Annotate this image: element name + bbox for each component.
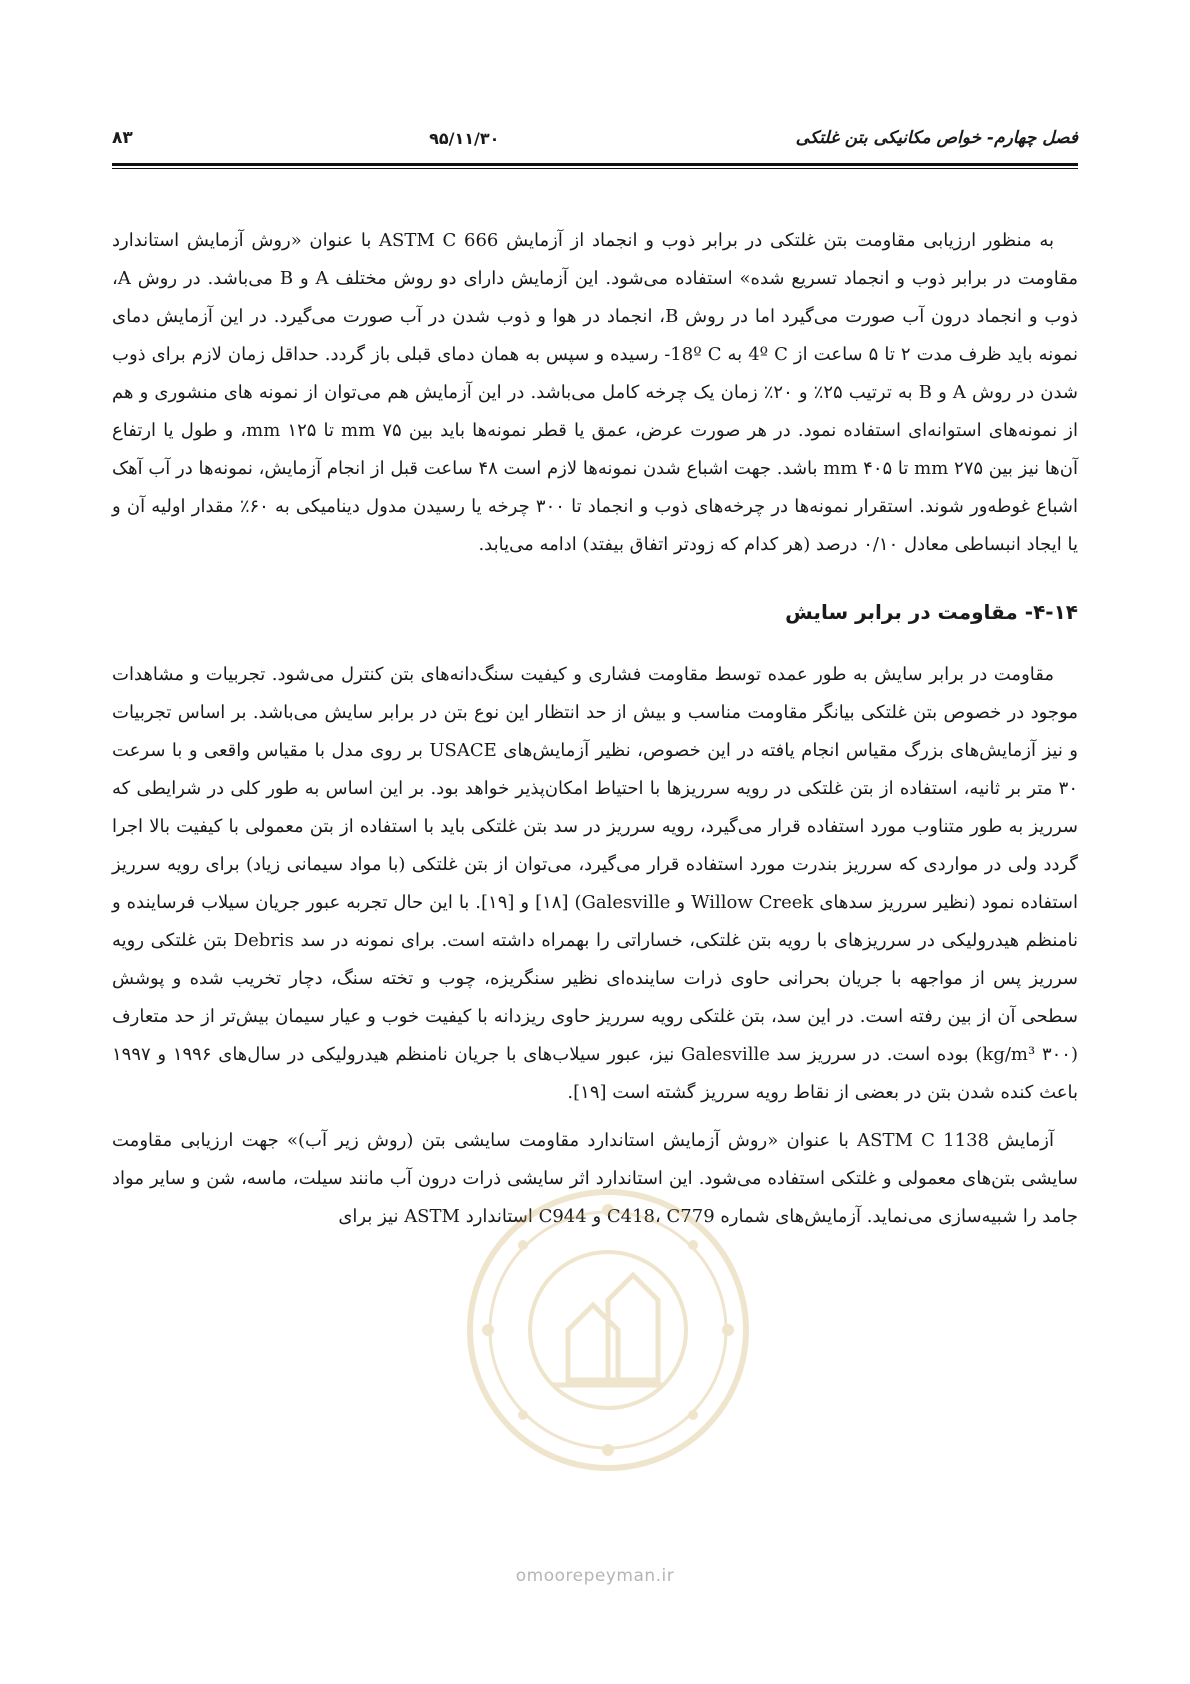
- paragraph-abrasion-2: آزمایش ASTM C 1138 با عنوان «روش آزمایش استاندارد مقاومت سایشی بتن (روش زیر آب)» جهت ارزیابی مقاومت سایشی بتن‌های معمولی و غلتکی استفاده می‌شود. این استاندارد اثر سایشی ذرات درون آب مانند سیلت، ماسه، شن و سایر مواد جامد را شبیه‌سازی می‌نماید. آزمایش‌های شماره C418، C779 و C944 استاندارد ASTM نیز برای: [112, 1130, 1078, 1227]
- header-rule: [112, 163, 1078, 169]
- footer-website: omoorepeyman.ir: [515, 1566, 675, 1586]
- section-title: ۴-۱۴- مقاومت در برابر سایش: [785, 600, 1078, 624]
- header-date: ۹۵/۱۱/۳۰: [429, 128, 500, 148]
- chapter-title: فصل چهارم- خواص مکانیکی بتن غلتکی: [795, 128, 1078, 148]
- paragraph-abrasion-1: مقاومت در برابر سایش به طور عمده توسط مقاومت فشاری و کیفیت سنگ‌دانه‌های بتن کنترل می‌شود. تجربیات و مشاهدات موجود در خصوص بتن غلتکی بیانگر مقاومت مناسب و بیش از حد انتظار این نوع بتن در برابر سایش می‌باشد. بر اساس تجربیات و نیز آزمایش‌های بزرگ مقیاس انجام یافته در این خصوص، نظیر آزمایش‌های USACE بر روی مدل با مقیاس واقعی و با سرعت ۳۰ متر بر ثانیه، استفاده از بتن غلتکی در رویه سرریزها با احتیاط امکان‌پذیر خواهد بود. بر این اساس به طور کلی در شرایطی که سرریز به طور متناوب مورد استفاده قرار می‌گیرد، رویه سرریز در سد بتن غلتکی باید با استفاده از بتن معمولی با کیفیت بالا اجرا گردد ولی در مواردی که سرریز بندرت مورد استفاده قرار می‌گیرد، می‌توان از بتن غلتکی (با مواد سیمانی زیاد) برای رویه سرریز استفاده نمود (نظیر سرریز سدهای Willow Creek و Galesville) [۱۸] و [۱۹]. با این حال تجربه عبور جریان سیلاب فرساینده و نامنظم هیدرولیکی در سرریزهای با رویه بتن غلتکی، خساراتی را بهمراه داشته است. برای نمونه در سد Debris بتن غلتکی رویه سرریز پس از مواجهه با جریان بحرانی حاوی ذرات ساینده‌ای نظیر سنگریزه، چوب و تخته سنگ، دچار تخریب شده و پوشش سطحی آن از بین رفته است. در این سد، بتن غلتکی رویه سرریز حاوی ریزدانه با کیفیت خوب و عیار سیمان بیش‌تر از حد متعارف (۳۰۰ kg/m³) بوده است. در سرریز سد Galesville نیز، عبور سیلاب‌های با جریان نامنظم هیدرولیکی در سال‌های ۱۹۹۶ و ۱۹۹۷ باعث کنده شدن بتن در بعضی از نقاط رویه سرریز گشته است [۱۹].: [112, 664, 1078, 1103]
- page-content: [112, 222, 1078, 1236]
- paragraph-freeze-thaw: به منظور ارزیابی مقاومت بتن غلتکی در برابر ذوب و انجماد از آزمایش ASTM C 666 با عنوان «روش آزمایش استاندارد مقاومت در برابر ذوب و انجماد تسریع شده» استفاده می‌شود. این آزمایش دارای دو روش مختلف A و B می‌باشد. در روش A، ذوب و انجماد درون آب صورت می‌گیرد اما در روش B، انجماد در هوا و ذوب شدن در آب صورت می‌گیرد. در این آزمایش دمای نمونه باید ظرف مدت ۲ تا ۵ ساعت از 4º C به 18º C- رسیده و سپس به همان دمای قبلی باز گردد. حداقل زمان لازم برای ذوب شدن در روش A و B به ترتیب ۲۵٪ و ۲۰٪ زمان یک چرخه کامل می‌باشد. در این آزمایش هم می‌توان از نمونه های منشوری و هم از نمونه‌های استوانه‌ای استفاده نمود. در هر صورت عرض، عمق یا قطر نمونه‌ها باید بین ۷۵ mm تا ۱۲۵ mm، و طول یا ارتفاع آن‌ها نیز بین ۲۷۵ mm تا ۴۰۵ mm باشد. جهت اشباع شدن نمونه‌ها لازم است ۴۸ ساعت قبل از انجام آزمایش، نمونه‌ها در آب آهک اشباع غوطه‌ور شوند. استقرار نمونه‌ها در چرخه‌های ذوب و انجماد تا ۳۰۰ چرخه یا رسیدن مدول دینامیکی به ۶۰٪ مقدار اولیه آن و یا ایجاد انبساطی معادل ۰/۱۰ درصد (هر کدام که زودتر اتفاق بیفتد) ادامه می‌یابد.: [112, 230, 1079, 555]
- page-header: [112, 120, 1078, 156]
- page-number: ۸۳: [112, 128, 133, 148]
